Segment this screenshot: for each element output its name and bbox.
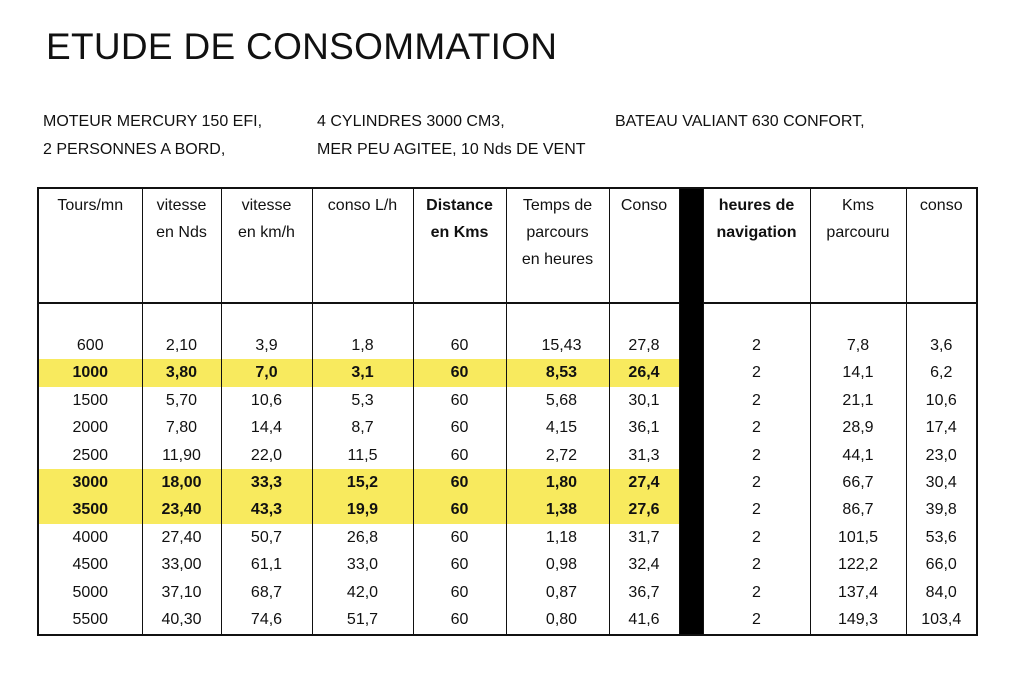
- table-cell: 61,1: [221, 552, 312, 579]
- table-cell: 60: [413, 442, 506, 469]
- header-distance: [413, 188, 506, 303]
- separator-bar: [679, 606, 703, 635]
- separator-bar: [679, 442, 703, 469]
- consumption-table: [37, 187, 978, 636]
- table-body: [38, 303, 977, 635]
- table-row: [38, 469, 977, 496]
- table-cell: 86,7: [810, 497, 906, 524]
- table-cell: 66,0: [906, 552, 977, 579]
- table-cell: 5000: [38, 579, 142, 606]
- table-cell: 15,2: [312, 469, 413, 496]
- header-line: Kms: [842, 197, 874, 214]
- separator-bar: [679, 188, 703, 303]
- table-cell: 60: [413, 497, 506, 524]
- table-cell: 5,68: [506, 387, 609, 414]
- header-vitesse-kmh: [221, 188, 312, 303]
- table-row: [38, 579, 977, 606]
- header-line: en heures: [521, 251, 594, 268]
- separator-bar: [679, 524, 703, 551]
- header-line: en Kms: [430, 224, 489, 241]
- table-cell: 23,40: [142, 497, 221, 524]
- info-mer: MER PEU AGITEE, 10 Nds DE VENT: [317, 141, 586, 158]
- table-cell: 2: [703, 414, 810, 441]
- table-cell: 7,0: [221, 359, 312, 386]
- table-cell: 101,5: [810, 524, 906, 551]
- table-cell: 31,7: [609, 524, 679, 551]
- table-cell: 1,8: [312, 332, 413, 359]
- table-cell: 42,0: [312, 579, 413, 606]
- table-cell: 22,0: [221, 442, 312, 469]
- separator-bar: [679, 387, 703, 414]
- table-cell: 2: [703, 524, 810, 551]
- table-cell: 3500: [38, 497, 142, 524]
- separator-bar: [679, 359, 703, 386]
- info-personnes: 2 PERSONNES A BORD,: [43, 141, 226, 158]
- table-cell: 41,6: [609, 606, 679, 635]
- header-temps: [506, 188, 609, 303]
- separator-bar: [679, 579, 703, 606]
- separator-bar: [679, 332, 703, 359]
- consumption-table-wrapper: [37, 187, 976, 636]
- table-cell: 43,3: [221, 497, 312, 524]
- table-cell: 74,6: [221, 606, 312, 635]
- table-cell: 14,1: [810, 359, 906, 386]
- page-title: ETUDE DE CONSOMMATION: [46, 26, 558, 67]
- table-row: [38, 387, 977, 414]
- separator-bar: [679, 469, 703, 496]
- table-cell: 3,6: [906, 332, 977, 359]
- table-cell: 39,8: [906, 497, 977, 524]
- header-line: Temps de: [522, 197, 593, 214]
- header-line: Tours/mn: [57, 197, 124, 214]
- table-cell: 60: [413, 414, 506, 441]
- separator-bar: [679, 414, 703, 441]
- table-cell: 36,7: [609, 579, 679, 606]
- header-line: conso: [919, 197, 963, 214]
- table-row: [38, 414, 977, 441]
- table-cell: 11,5: [312, 442, 413, 469]
- header-line: parcouru: [826, 224, 890, 241]
- table-cell: 4500: [38, 552, 142, 579]
- table-cell: 37,10: [142, 579, 221, 606]
- table-cell: 2: [703, 332, 810, 359]
- table-cell: 0,98: [506, 552, 609, 579]
- table-cell: 2: [703, 469, 810, 496]
- table-cell: 60: [413, 469, 506, 496]
- header-line: navigation: [716, 224, 797, 241]
- table-cell: 60: [413, 332, 506, 359]
- table-cell: 1,18: [506, 524, 609, 551]
- table-cell: 2: [703, 579, 810, 606]
- table-cell: 2: [703, 387, 810, 414]
- table-row: [38, 359, 977, 386]
- table-cell: 68,7: [221, 579, 312, 606]
- separator-bar: [679, 497, 703, 524]
- spacer-row: [38, 303, 977, 332]
- table-cell: 26,4: [609, 359, 679, 386]
- header-row: [38, 188, 977, 303]
- table-cell: 27,40: [142, 524, 221, 551]
- table-cell: 19,9: [312, 497, 413, 524]
- table-cell: 84,0: [906, 579, 977, 606]
- table-cell: 23,0: [906, 442, 977, 469]
- table-cell: 60: [413, 552, 506, 579]
- table-cell: 60: [413, 606, 506, 635]
- table-row: [38, 332, 977, 359]
- table-row: [38, 442, 977, 469]
- table-cell: 50,7: [221, 524, 312, 551]
- table-cell: 30,4: [906, 469, 977, 496]
- header-conso-2: [906, 188, 977, 303]
- separator-bar: [679, 552, 703, 579]
- table-cell: 26,8: [312, 524, 413, 551]
- info-cylindres: 4 CYLINDRES 3000 CM3,: [317, 113, 505, 130]
- header-conso-lh: [312, 188, 413, 303]
- table-cell: 44,1: [810, 442, 906, 469]
- table-cell: 17,4: [906, 414, 977, 441]
- table-cell: 60: [413, 387, 506, 414]
- table-cell: 3,1: [312, 359, 413, 386]
- table-cell: 2: [703, 497, 810, 524]
- table-cell: 4000: [38, 524, 142, 551]
- table-cell: 66,7: [810, 469, 906, 496]
- table-cell: 149,3: [810, 606, 906, 635]
- table-cell: 2500: [38, 442, 142, 469]
- header-tours: [38, 188, 142, 303]
- table-cell: 5,3: [312, 387, 413, 414]
- table-cell: 3000: [38, 469, 142, 496]
- table-cell: 7,8: [810, 332, 906, 359]
- table-cell: 51,7: [312, 606, 413, 635]
- table-cell: 103,4: [906, 606, 977, 635]
- table-cell: 7,80: [142, 414, 221, 441]
- header-line: en Nds: [156, 224, 207, 241]
- table-cell: 1,38: [506, 497, 609, 524]
- table-cell: 33,3: [221, 469, 312, 496]
- table-cell: 10,6: [221, 387, 312, 414]
- table-cell: 3,80: [142, 359, 221, 386]
- table-cell: 2: [703, 442, 810, 469]
- header-line: conso L/h: [327, 197, 398, 214]
- table-cell: 5500: [38, 606, 142, 635]
- table-cell: 2000: [38, 414, 142, 441]
- table-cell: 1500: [38, 387, 142, 414]
- table-cell: 5,70: [142, 387, 221, 414]
- table-cell: 1000: [38, 359, 142, 386]
- info-bateau: BATEAU VALIANT 630 CONFORT,: [615, 113, 865, 130]
- header-line: Distance: [426, 197, 493, 214]
- table-cell: 36,1: [609, 414, 679, 441]
- table-cell: 18,00: [142, 469, 221, 496]
- table-cell: 600: [38, 332, 142, 359]
- table-cell: 40,30: [142, 606, 221, 635]
- table-cell: 0,87: [506, 579, 609, 606]
- header-vitesse-nds: [142, 188, 221, 303]
- table-cell: 4,15: [506, 414, 609, 441]
- table-row: [38, 497, 977, 524]
- table-cell: 11,90: [142, 442, 221, 469]
- table-cell: 32,4: [609, 552, 679, 579]
- table-row: [38, 606, 977, 635]
- table-cell: 6,2: [906, 359, 977, 386]
- table-cell: 60: [413, 579, 506, 606]
- table-cell: 2,10: [142, 332, 221, 359]
- table-cell: 28,9: [810, 414, 906, 441]
- table-cell: 2: [703, 606, 810, 635]
- table-row: [38, 552, 977, 579]
- table-cell: 0,80: [506, 606, 609, 635]
- header-line: vitesse: [241, 197, 292, 214]
- header-kms-parcouru: [810, 188, 906, 303]
- table-cell: 30,1: [609, 387, 679, 414]
- header-conso: [609, 188, 679, 303]
- table-cell: 27,6: [609, 497, 679, 524]
- table-cell: 27,4: [609, 469, 679, 496]
- table-cell: 2: [703, 359, 810, 386]
- table-row: [38, 524, 977, 551]
- table-cell: 33,00: [142, 552, 221, 579]
- table-cell: 60: [413, 524, 506, 551]
- table-cell: 15,43: [506, 332, 609, 359]
- table-cell: 8,7: [312, 414, 413, 441]
- table-cell: 60: [413, 359, 506, 386]
- header-line: parcours: [526, 224, 589, 241]
- table-cell: 31,3: [609, 442, 679, 469]
- info-moteur: MOTEUR MERCURY 150 EFI,: [43, 113, 263, 130]
- header-line: Conso: [620, 197, 668, 214]
- table-cell: 2,72: [506, 442, 609, 469]
- header-line: heures de: [718, 197, 795, 214]
- table-cell: 2: [703, 552, 810, 579]
- header-line: vitesse: [156, 197, 207, 214]
- table-cell: 122,2: [810, 552, 906, 579]
- table-cell: 137,4: [810, 579, 906, 606]
- table-cell: 14,4: [221, 414, 312, 441]
- table-cell: 8,53: [506, 359, 609, 386]
- table-cell: 53,6: [906, 524, 977, 551]
- table-cell: 27,8: [609, 332, 679, 359]
- table-cell: 3,9: [221, 332, 312, 359]
- table-cell: 10,6: [906, 387, 977, 414]
- table-cell: 33,0: [312, 552, 413, 579]
- header-heures-navigation: [703, 188, 810, 303]
- table-cell: 1,80: [506, 469, 609, 496]
- header-line: en km/h: [238, 224, 295, 241]
- table-cell: 21,1: [810, 387, 906, 414]
